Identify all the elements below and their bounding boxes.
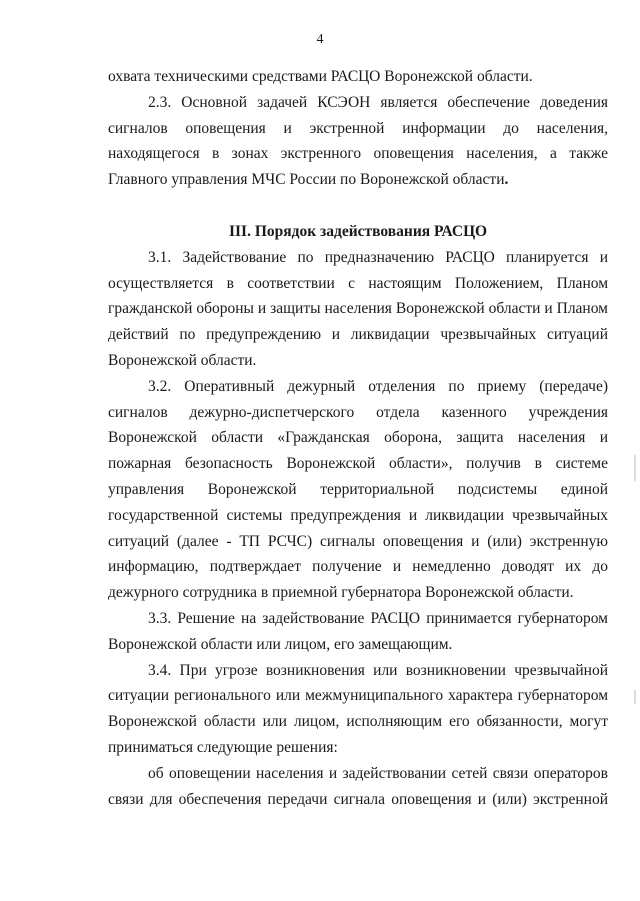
scan-artifact (634, 690, 636, 704)
section-heading: III. Порядок задействования РАСЦО (228, 222, 488, 240)
paragraph-decision-1: об оповещении населения и задействовании сетей связи операторов связи для обеспечения передачи сигнала оповещения и (или) экстренной (108, 764, 608, 808)
document-body (108, 64, 608, 812)
paragraph-3-2: 3.2. Оперативный дежурный отделения по приему (передаче) сигналов дежурно-диспетчерского отдела казенного учреждения Воронежской области «Гражданская оборона, защита населения и пожарная безопасность Воронежской области», получив в системе управления Воронежской территориальной подсистемы единой государственной системы предупреждения и ликвидации чрезвычайных ситуаций (далее - ТП РСЧС) сигналы оповещения и (или) экстренную информацию, подтверждает получение и немедленно доводят их до дежурного сотрудника в приемной губернатора Воронежской области. (108, 377, 608, 602)
paragraph-continuation: охвата техническими средствами РАСЦО Воронежской области. (108, 68, 533, 85)
paragraph-3-3: 3.3. Решение на задействование РАСЦО принимается губернатором Воронежской области или лицом, его замещающим. (108, 609, 608, 653)
paragraph-3-4: 3.4. При угрозе возникновения или возникновении чрезвычайной ситуации регионального или межмуниципального характера губернатором Воронежской области или лицом, исполняющим его обязанности, могут приниматься следующие решения: (108, 661, 608, 756)
paragraph-2-3-text: 2.3. Основной задачей КСЭОН является обеспечение доведения сигналов оповещения и экстренной информации до населения, находящегося в зонах экстренного оповещения населения, а также Главного управления МЧС России по Воронежской области (108, 93, 608, 189)
page-number: 4 (316, 32, 324, 47)
paragraph-2-3 (108, 90, 608, 193)
paragraph-3-1: 3.1. Задействование по предназначению РАСЦО планируется и осуществляется в соответствии с настоящим Положением, Планом гражданской обороны и защиты населения Воронежской области и Планом действий по предупреждению и ликвидации чрезвычайных ситуаций Воронежской области. (108, 248, 608, 369)
scan-artifact (634, 455, 636, 481)
paragraph-2-3-end: . (504, 171, 509, 189)
